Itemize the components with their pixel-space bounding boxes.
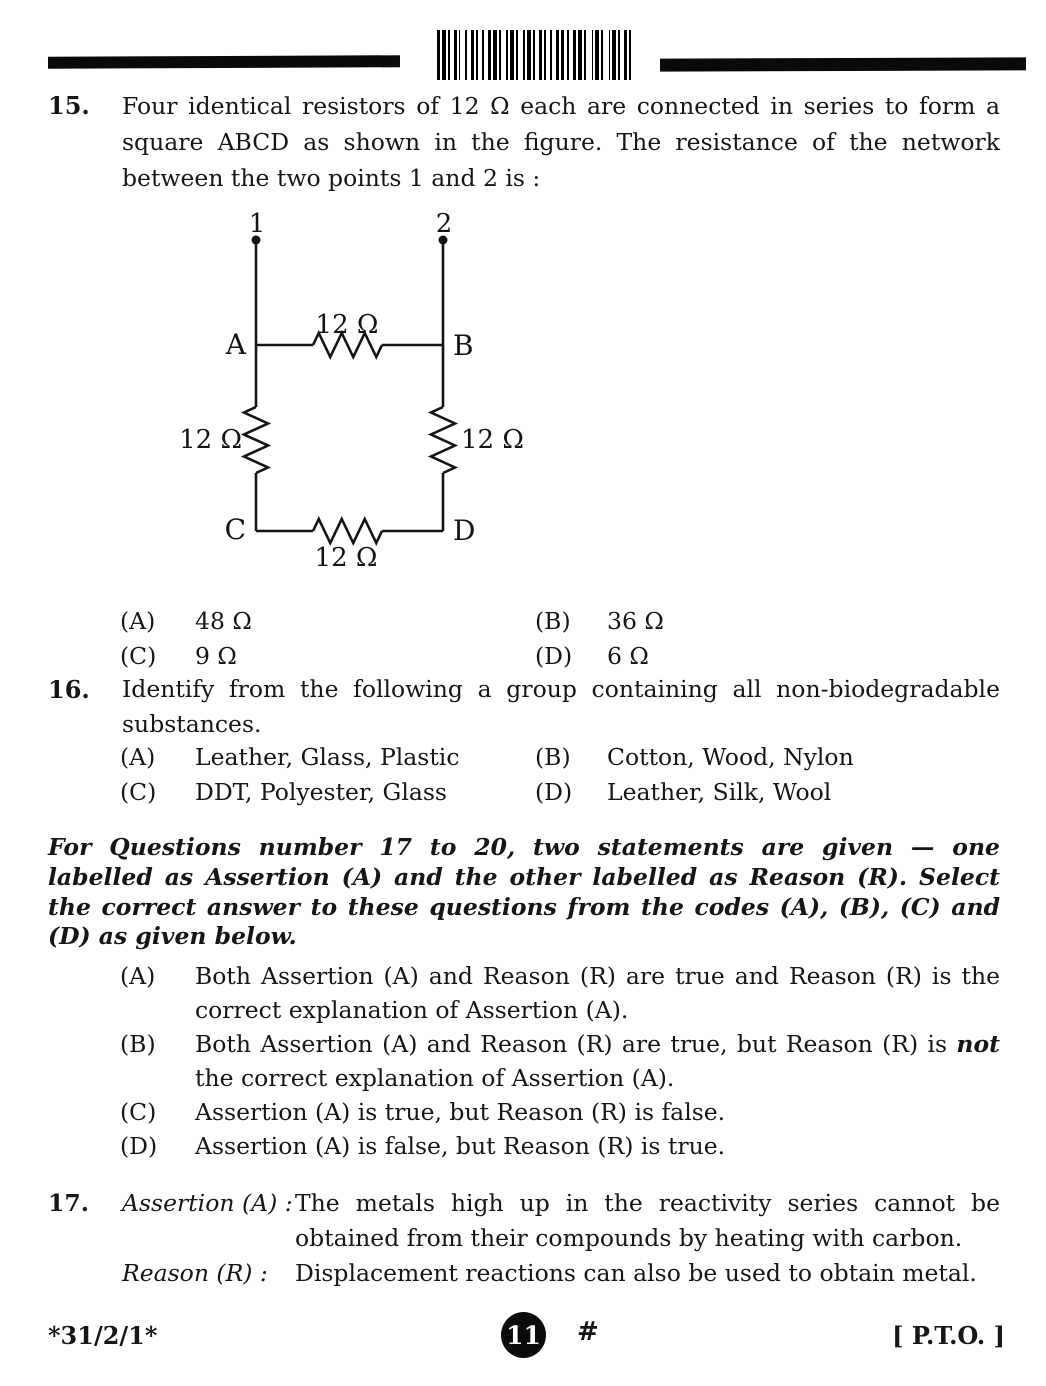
code-text-post: the correct explanation of Assertion (A). [195,1064,675,1092]
option-label-c: (C) [120,642,157,670]
code-text-emph: not [956,1030,1000,1058]
terminal-2-label: 2 [435,209,453,239]
option-row [120,604,1010,639]
code-item-b [120,1027,1000,1095]
option-row [120,740,1010,775]
header-rule-right [660,57,1026,71]
set-code: *31/2/1* [48,1321,158,1350]
option-label-a: (A) [120,607,156,635]
question-16-number: 16. [48,675,90,704]
option-label-b: (B) [535,743,571,771]
code-item-c [120,1095,1000,1129]
code-text-pre: Assertion (A) is true, but Reason (R) is false. [195,1098,726,1126]
resistor-left [244,407,268,473]
question-15-text: Four identical resistors of 12 Ω each are connected in series to form a square ABCD as shown in the figure. The resistance of the network between the two points 1 and 2 is : [122,92,1000,192]
node-b-label: B [453,329,474,362]
option-text-b: Cotton, Wood, Nylon [607,743,854,771]
question-17-reason-row [48,1256,1000,1291]
option-text-d: 6 Ω [607,642,649,670]
node-d-label: D [453,514,476,547]
question-15 [48,88,1000,196]
option-text-a: Leather, Glass, Plastic [195,743,460,771]
code-label: (D) [120,1132,158,1160]
page-number: 11 [506,1320,541,1350]
barcode-image [437,30,631,80]
option-text-b: 36 Ω [607,607,664,635]
option-label-a: (A) [120,743,156,771]
pto-label: [ P.T.O. ] [892,1321,1005,1350]
option-text-c: 9 Ω [195,642,237,670]
resistor-right [431,407,455,473]
option-label-d: (D) [535,778,573,806]
code-label: (B) [120,1030,156,1058]
option-label-d: (D) [535,642,573,670]
question-16-options [120,740,1010,810]
reason-label: Reason (R) : [122,1259,268,1287]
resistor-right-value: 12 Ω [461,425,524,455]
code-text [195,1027,1000,1095]
code-item-d [120,1129,1000,1163]
question-15-number: 15. [48,91,90,120]
node-c-label: C [224,513,246,546]
option-row [120,639,1010,674]
question-15-options [120,604,1010,674]
code-label: (A) [120,962,156,990]
node-a-label: A [225,328,246,361]
reason-text: Displacement reactions can also be used to obtain metal. [295,1259,977,1287]
code-label: (C) [120,1098,157,1126]
code-text-pre: Assertion (A) is false, but Reason (R) is true. [195,1132,726,1160]
page-number-badge [501,1312,546,1358]
circuit-diagram-svg [180,205,550,577]
option-text-c: DDT, Polyester, Glass [195,778,447,806]
question-17-assertion-row [48,1186,1000,1256]
code-item-a [120,959,1000,1027]
code-text-pre: Both Assertion (A) and Reason (R) are true and Reason (R) is the correct explanation of Assertion (A). [195,962,1000,1024]
code-text [195,1095,1000,1129]
code-text-pre: Both Assertion (A) and Reason (R) are true, but Reason (R) is [195,1030,957,1058]
option-text-d: Leather, Silk, Wool [607,778,832,806]
header-rule-left [48,55,400,69]
assertion-label: Assertion (A) : [122,1189,293,1217]
question-16-text: Identify from the following a group containing all non-biodegradable substances. [122,675,1000,738]
assertion-text: The metals high up in the reactivity series cannot be obtained from their compounds by heating with carbon. [295,1189,1000,1252]
option-label-b: (B) [535,607,571,635]
question-17-number: 17. [48,1189,89,1217]
code-text [195,959,1000,1027]
assertion-reason-instructions: For Questions number 17 to 20, two statements are given — one labelled as Assertion (A) and the other labelled as Reason (R). Select the correct answer to these questions from the codes (A), (B), (C) and (D) as given below. [48,833,1000,951]
hash-mark: # [577,1317,599,1347]
resistor-top-value: 12 Ω [315,310,379,340]
answer-codes-list [120,959,1000,1163]
option-label-c: (C) [120,778,157,806]
resistor-left-value: 12 Ω [180,425,242,455]
option-text-a: 48 Ω [195,607,252,635]
resistor-bottom-value: 12 Ω [314,543,378,573]
terminal-1-label: 1 [248,209,266,239]
resistor-bottom [313,519,382,543]
circuit-diagram [180,205,550,577]
code-text [195,1129,1000,1163]
question-17 [48,1186,1000,1291]
option-row [120,775,1010,810]
question-16 [48,672,1000,742]
